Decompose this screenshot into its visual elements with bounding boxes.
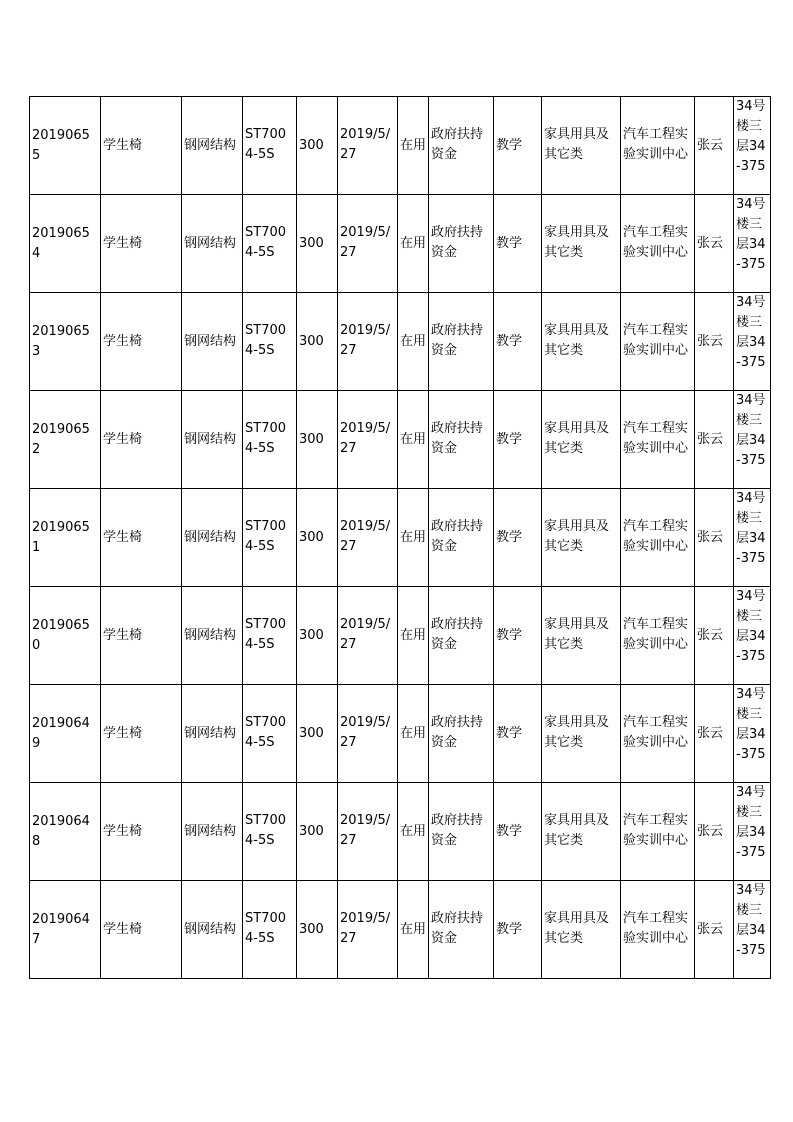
usage-cell: 教学: [494, 97, 542, 195]
custodian-cell: 张云: [695, 587, 734, 685]
department-cell: 汽车工程实验实训中心: [621, 391, 695, 489]
structure-cell: 钢网结构: [182, 391, 243, 489]
asset-name-cell: 学生椅: [101, 881, 182, 979]
asset-name-cell: 学生椅: [101, 97, 182, 195]
status-cell: 在用: [398, 97, 429, 195]
asset-id-cell: 20190653: [30, 293, 101, 391]
model-cell: ST7004-5S: [243, 489, 297, 587]
category-cell: 家具用具及其它类: [542, 293, 621, 391]
custodian-cell: 张云: [695, 391, 734, 489]
structure-cell: 钢网结构: [182, 489, 243, 587]
price-cell: 300: [297, 489, 338, 587]
location-cell: 34号楼三层34-375: [734, 195, 771, 293]
model-cell: ST7004-5S: [243, 97, 297, 195]
funding-source-cell: 政府扶持资金: [429, 783, 494, 881]
custodian-cell: 张云: [695, 195, 734, 293]
date-cell: 2019/5/27: [338, 391, 398, 489]
model-cell: ST7004-5S: [243, 195, 297, 293]
status-cell: 在用: [398, 587, 429, 685]
asset-name-cell: 学生椅: [101, 783, 182, 881]
location-cell: 34号楼三层34-375: [734, 391, 771, 489]
date-cell: 2019/5/27: [338, 587, 398, 685]
funding-source-cell: 政府扶持资金: [429, 293, 494, 391]
asset-id-cell: 20190647: [30, 881, 101, 979]
model-cell: ST7004-5S: [243, 391, 297, 489]
usage-cell: 教学: [494, 783, 542, 881]
model-cell: ST7004-5S: [243, 783, 297, 881]
asset-name-cell: 学生椅: [101, 587, 182, 685]
status-cell: 在用: [398, 783, 429, 881]
category-cell: 家具用具及其它类: [542, 783, 621, 881]
date-cell: 2019/5/27: [338, 293, 398, 391]
structure-cell: 钢网结构: [182, 881, 243, 979]
location-cell: 34号楼三层34-375: [734, 489, 771, 587]
department-cell: 汽车工程实验实训中心: [621, 97, 695, 195]
price-cell: 300: [297, 783, 338, 881]
asset-id-cell: 20190652: [30, 391, 101, 489]
custodian-cell: 张云: [695, 685, 734, 783]
asset-name-cell: 学生椅: [101, 195, 182, 293]
department-cell: 汽车工程实验实训中心: [621, 881, 695, 979]
department-cell: 汽车工程实验实训中心: [621, 685, 695, 783]
status-cell: 在用: [398, 391, 429, 489]
date-cell: 2019/5/27: [338, 195, 398, 293]
usage-cell: 教学: [494, 685, 542, 783]
category-cell: 家具用具及其它类: [542, 391, 621, 489]
funding-source-cell: 政府扶持资金: [429, 391, 494, 489]
date-cell: 2019/5/27: [338, 685, 398, 783]
asset-name-cell: 学生椅: [101, 391, 182, 489]
table-row: [30, 293, 771, 391]
price-cell: 300: [297, 881, 338, 979]
price-cell: 300: [297, 195, 338, 293]
funding-source-cell: 政府扶持资金: [429, 195, 494, 293]
table-row: [30, 685, 771, 783]
structure-cell: 钢网结构: [182, 97, 243, 195]
category-cell: 家具用具及其它类: [542, 685, 621, 783]
structure-cell: 钢网结构: [182, 293, 243, 391]
date-cell: 2019/5/27: [338, 489, 398, 587]
department-cell: 汽车工程实验实训中心: [621, 293, 695, 391]
department-cell: 汽车工程实验实训中心: [621, 783, 695, 881]
price-cell: 300: [297, 587, 338, 685]
status-cell: 在用: [398, 293, 429, 391]
model-cell: ST7004-5S: [243, 685, 297, 783]
funding-source-cell: 政府扶持资金: [429, 489, 494, 587]
table-row: [30, 391, 771, 489]
price-cell: 300: [297, 293, 338, 391]
status-cell: 在用: [398, 489, 429, 587]
funding-source-cell: 政府扶持资金: [429, 97, 494, 195]
status-cell: 在用: [398, 195, 429, 293]
asset-id-cell: 20190650: [30, 587, 101, 685]
asset-name-cell: 学生椅: [101, 293, 182, 391]
table-row: [30, 783, 771, 881]
department-cell: 汽车工程实验实训中心: [621, 195, 695, 293]
custodian-cell: 张云: [695, 97, 734, 195]
category-cell: 家具用具及其它类: [542, 195, 621, 293]
asset-id-cell: 20190649: [30, 685, 101, 783]
department-cell: 汽车工程实验实训中心: [621, 587, 695, 685]
model-cell: ST7004-5S: [243, 881, 297, 979]
location-cell: 34号楼三层34-375: [734, 293, 771, 391]
date-cell: 2019/5/27: [338, 783, 398, 881]
asset-id-cell: 20190651: [30, 489, 101, 587]
price-cell: 300: [297, 97, 338, 195]
model-cell: ST7004-5S: [243, 587, 297, 685]
asset-name-cell: 学生椅: [101, 489, 182, 587]
custodian-cell: 张云: [695, 293, 734, 391]
custodian-cell: 张云: [695, 489, 734, 587]
category-cell: 家具用具及其它类: [542, 587, 621, 685]
funding-source-cell: 政府扶持资金: [429, 685, 494, 783]
category-cell: 家具用具及其它类: [542, 489, 621, 587]
category-cell: 家具用具及其它类: [542, 97, 621, 195]
asset-id-cell: 20190648: [30, 783, 101, 881]
usage-cell: 教学: [494, 881, 542, 979]
structure-cell: 钢网结构: [182, 783, 243, 881]
asset-name-cell: 学生椅: [101, 685, 182, 783]
asset-table: [29, 96, 771, 979]
date-cell: 2019/5/27: [338, 97, 398, 195]
usage-cell: 教学: [494, 293, 542, 391]
location-cell: 34号楼三层34-375: [734, 97, 771, 195]
structure-cell: 钢网结构: [182, 685, 243, 783]
funding-source-cell: 政府扶持资金: [429, 587, 494, 685]
price-cell: 300: [297, 391, 338, 489]
usage-cell: 教学: [494, 489, 542, 587]
usage-cell: 教学: [494, 391, 542, 489]
table-row: [30, 489, 771, 587]
custodian-cell: 张云: [695, 783, 734, 881]
table-row: [30, 195, 771, 293]
funding-source-cell: 政府扶持资金: [429, 881, 494, 979]
location-cell: 34号楼三层34-375: [734, 587, 771, 685]
table-row: [30, 97, 771, 195]
usage-cell: 教学: [494, 195, 542, 293]
location-cell: 34号楼三层34-375: [734, 783, 771, 881]
asset-id-cell: 20190655: [30, 97, 101, 195]
structure-cell: 钢网结构: [182, 587, 243, 685]
category-cell: 家具用具及其它类: [542, 881, 621, 979]
location-cell: 34号楼三层34-375: [734, 881, 771, 979]
custodian-cell: 张云: [695, 881, 734, 979]
table-row: [30, 587, 771, 685]
model-cell: ST7004-5S: [243, 293, 297, 391]
price-cell: 300: [297, 685, 338, 783]
department-cell: 汽车工程实验实训中心: [621, 489, 695, 587]
asset-id-cell: 20190654: [30, 195, 101, 293]
status-cell: 在用: [398, 685, 429, 783]
location-cell: 34号楼三层34-375: [734, 685, 771, 783]
status-cell: 在用: [398, 881, 429, 979]
structure-cell: 钢网结构: [182, 195, 243, 293]
table-body: [30, 97, 771, 979]
date-cell: 2019/5/27: [338, 881, 398, 979]
table-row: [30, 881, 771, 979]
usage-cell: 教学: [494, 587, 542, 685]
